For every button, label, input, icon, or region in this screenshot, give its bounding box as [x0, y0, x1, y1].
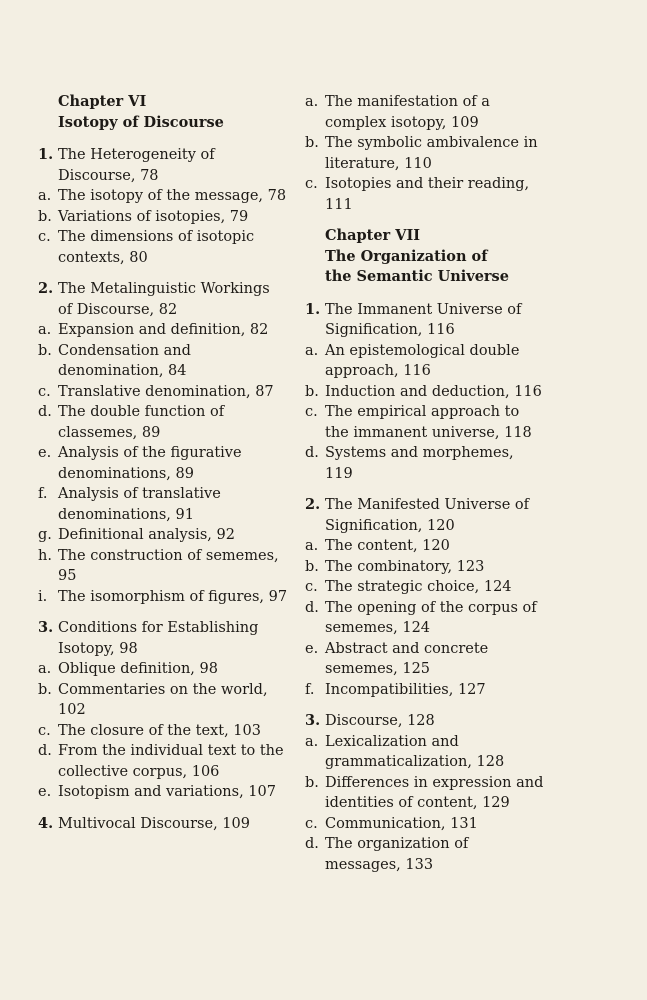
item-title: Translative denomination, 87 — [58, 383, 274, 400]
item-letter: b. — [38, 681, 52, 698]
toc-item — [38, 721, 288, 742]
chapter-heading — [58, 92, 288, 133]
toc-left-column — [38, 92, 288, 834]
toc-item — [38, 525, 288, 546]
item-title: The content, 120 — [325, 538, 450, 554]
toc-item — [305, 598, 545, 639]
item-letter: i. — [38, 588, 48, 605]
item-title: Systems and morphemes, 119 — [325, 445, 514, 482]
toc-section — [305, 300, 545, 341]
item-title: Expansion and definition, 82 — [58, 322, 269, 338]
item-letter: g. — [38, 527, 52, 543]
item-letter: a. — [38, 661, 52, 677]
toc-section — [305, 495, 545, 536]
item-letter: c. — [38, 383, 51, 400]
item-letter: d. — [38, 404, 52, 420]
item-letter: d. — [305, 445, 319, 461]
toc-item — [38, 207, 288, 228]
toc-item — [38, 546, 288, 587]
item-title: The empirical approach to the immanent universe, 118 — [325, 404, 532, 441]
item-title: The closure of the text, 103 — [58, 722, 261, 739]
section-title: Conditions for Establishing Isotopy, 98 — [58, 620, 259, 657]
section-number: 2. — [305, 496, 321, 513]
chapter-number: Chapter VI — [58, 93, 147, 110]
item-letter: c. — [38, 229, 51, 245]
item-title: Oblique definition, 98 — [58, 661, 218, 677]
item-title: Variations of isotopies, 79 — [58, 208, 249, 225]
item-title: Definitional analysis, 92 — [58, 527, 235, 543]
item-letter: b. — [38, 208, 52, 225]
toc-item — [305, 557, 545, 578]
toc-item — [305, 639, 545, 680]
toc-item — [38, 741, 288, 782]
toc-item — [305, 133, 545, 174]
toc-item — [305, 577, 545, 598]
item-title: The double function of classemes, 89 — [58, 404, 225, 441]
item-title: Isotopies and their reading, 111 — [325, 176, 530, 213]
item-title: The strategic choice, 124 — [325, 579, 512, 595]
toc-section — [38, 814, 288, 835]
item-letter: b. — [38, 342, 52, 359]
toc-item — [305, 402, 545, 443]
chapter-title: Isotopy of Discourse — [58, 113, 224, 131]
item-title: The organization of messages, 133 — [325, 836, 469, 873]
toc-item — [305, 773, 545, 814]
item-letter: a. — [305, 733, 319, 750]
item-letter: a. — [305, 538, 319, 554]
toc-item — [38, 782, 288, 803]
toc-item — [38, 402, 288, 443]
section-title: The Immanent Universe of Signification, 116 — [325, 301, 522, 338]
toc-section — [305, 711, 545, 732]
item-letter: c. — [305, 815, 318, 832]
item-title: The isomorphism of figures, 97 — [58, 588, 288, 605]
toc-item — [305, 92, 545, 133]
item-letter: d. — [38, 743, 52, 759]
item-title: Condensation and denomination, 84 — [58, 342, 191, 379]
toc-item — [305, 382, 545, 403]
item-title: Differences in expression and identities of content, 129 — [325, 774, 544, 811]
section-number: 1. — [38, 146, 54, 163]
chapter-number: Chapter VII — [325, 227, 421, 244]
item-title: Incompatibilities, 127 — [325, 681, 486, 698]
item-letter: c. — [305, 176, 318, 192]
item-title: The construction of sememes, 95 — [58, 547, 279, 584]
section-number: 4. — [38, 814, 54, 832]
toc-item — [305, 341, 545, 382]
toc-item — [38, 320, 288, 341]
item-letter: a. — [38, 188, 52, 204]
item-title: Communication, 131 — [325, 815, 478, 832]
toc-item — [305, 174, 545, 215]
toc-item — [305, 443, 545, 484]
toc-item — [38, 227, 288, 268]
item-letter: e. — [38, 445, 52, 461]
toc-section — [38, 145, 288, 186]
item-letter: f. — [38, 486, 48, 502]
section-number: 2. — [38, 280, 54, 297]
section-title: Multivocal Discourse, 109 — [58, 815, 250, 832]
toc-item — [38, 659, 288, 680]
item-title: Commentaries on the world, 102 — [58, 681, 268, 718]
section-number: 3. — [38, 619, 54, 636]
chapter-heading — [325, 226, 545, 288]
item-title: The isotopy of the message, 78 — [58, 188, 287, 204]
item-letter: b. — [305, 135, 319, 151]
item-letter: e. — [38, 784, 52, 800]
section-title: The Heterogeneity of Discourse, 78 — [58, 147, 215, 184]
item-letter: a. — [38, 322, 52, 338]
item-letter: c. — [305, 404, 318, 420]
toc-item — [38, 382, 288, 403]
toc-item — [305, 834, 545, 875]
item-letter: a. — [305, 94, 319, 110]
item-title: Induction and deduction, 116 — [325, 383, 542, 400]
toc-item — [305, 732, 545, 773]
item-letter: b. — [305, 558, 319, 575]
section-title: Discourse, 128 — [325, 713, 435, 729]
toc-item — [38, 680, 288, 721]
chapter-title-line1: The Organization of — [325, 247, 488, 265]
item-title: From the individual text to the collective corpus, 106 — [58, 743, 284, 780]
item-letter: h. — [38, 547, 52, 564]
item-letter: f. — [305, 681, 315, 698]
item-title: Analysis of translative denominations, 91 — [58, 486, 221, 523]
item-title: An epistemological double approach, 116 — [325, 342, 520, 379]
item-letter: d. — [305, 836, 319, 852]
item-title: Abstract and concrete sememes, 125 — [325, 640, 489, 677]
toc-item — [38, 443, 288, 484]
item-letter: b. — [305, 383, 319, 400]
toc-item — [38, 587, 288, 608]
item-title: The combinatory, 123 — [325, 558, 485, 575]
toc-item — [38, 341, 288, 382]
section-number: 3. — [305, 712, 321, 729]
item-title: Lexicalization and grammaticalization, 128 — [325, 733, 505, 770]
toc-item — [305, 814, 545, 835]
item-title: The opening of the corpus of sememes, 124 — [325, 599, 537, 636]
item-letter: c. — [38, 722, 51, 739]
toc-item — [38, 186, 288, 207]
item-letter: d. — [305, 599, 319, 616]
item-letter: e. — [305, 640, 319, 657]
chapter-title-line2: the Semantic Universe — [325, 268, 509, 285]
section-title: The Manifested Universe of Signification, 120 — [325, 497, 529, 534]
item-title: The symbolic ambivalence in literature, 110 — [325, 135, 538, 172]
toc-right-column — [305, 92, 545, 875]
item-letter: b. — [305, 774, 319, 791]
toc-section — [38, 279, 288, 320]
section-title: The Metalinguistic Workings of Discourse, 82 — [58, 281, 270, 318]
toc-item — [305, 680, 545, 701]
toc-section — [38, 618, 288, 659]
toc-item — [305, 536, 545, 557]
item-title: The manifestation of a complex isotopy, 109 — [325, 94, 490, 131]
item-title: Analysis of the figurative denominations, 89 — [58, 445, 242, 482]
item-letter: c. — [305, 579, 318, 595]
item-title: The dimensions of isotopic contexts, 80 — [58, 229, 255, 266]
toc-item — [38, 484, 288, 525]
item-title: Isotopism and variations, 107 — [58, 784, 276, 800]
item-letter: a. — [305, 342, 319, 359]
section-number: 1. — [305, 300, 321, 318]
